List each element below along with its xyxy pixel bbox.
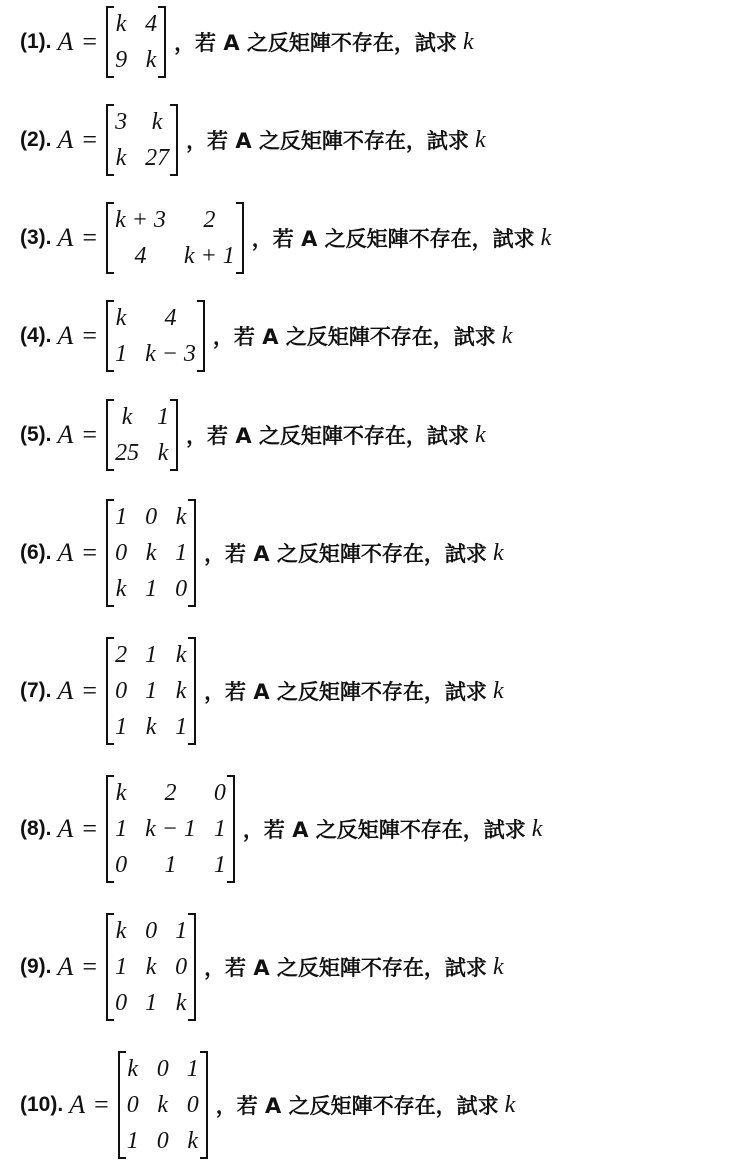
solve-variable: k: [492, 539, 504, 566]
matrix-cell: 0: [145, 504, 158, 530]
matrix-variable: A: [69, 1090, 86, 1119]
matrix-cell: k: [115, 11, 127, 37]
matrix-cell: 0: [115, 852, 128, 878]
matrix-cell: 1: [175, 540, 188, 566]
matrix-cell: 2: [164, 780, 177, 806]
matrix-cell: k: [115, 145, 127, 171]
matrix: [106, 637, 196, 745]
problem-number: (8).: [20, 817, 52, 840]
matrix-cell: 0: [156, 1056, 169, 1082]
problem-item: [0, 1056, 516, 1154]
matrix-cell: 0: [115, 540, 128, 566]
equals-sign: =: [82, 676, 98, 705]
matrix-cell: k: [127, 1056, 139, 1082]
matrix-cell: k − 1: [145, 816, 196, 842]
matrix-variable: A: [57, 125, 74, 154]
condition-text: ，若 A 之反矩陣不存在，試求: [186, 129, 469, 153]
solve-variable: k: [492, 953, 504, 980]
problem-item: [0, 395, 486, 475]
condition-text: ，若 A 之反矩陣不存在，試求: [174, 31, 457, 55]
matrix-cell: k: [145, 714, 157, 740]
matrix-cell: k: [175, 678, 187, 704]
matrix-variable: A: [57, 538, 74, 567]
matrix-cell: 1: [115, 954, 128, 980]
matrix-cell: 25: [115, 440, 140, 466]
matrix-cell: 0: [156, 1128, 169, 1154]
solve-variable: k: [474, 421, 486, 448]
matrix-cell: 1: [175, 918, 188, 944]
problem-item: [0, 504, 504, 602]
matrix-cell: 1: [213, 852, 226, 878]
problem-item: [0, 296, 512, 376]
matrix-cell: k: [175, 504, 187, 530]
matrix-cell: k: [115, 305, 127, 331]
matrix-cell: k: [115, 576, 127, 602]
matrix-variable: A: [57, 814, 74, 843]
matrix-cell: k: [145, 47, 157, 73]
matrix-cell: 0: [175, 576, 188, 602]
matrix-cell: 1: [145, 576, 158, 602]
matrix-cell: k: [151, 109, 163, 135]
equals-sign: =: [82, 814, 98, 843]
matrix-cell: 27: [145, 145, 170, 171]
problem-number: (9).: [20, 955, 52, 978]
problem-item: [0, 198, 551, 278]
matrix-cell: 1: [145, 678, 158, 704]
solve-variable: k: [462, 28, 474, 55]
matrix-cell: 0: [213, 780, 226, 806]
problem-number: (4).: [20, 324, 52, 347]
matrix-cell: 4: [134, 243, 147, 269]
matrix-cell: 4: [145, 11, 158, 37]
problem-number: (7).: [20, 679, 52, 702]
matrix-cell: k: [145, 954, 157, 980]
matrix-cell: 1: [213, 816, 226, 842]
solve-variable: k: [474, 126, 486, 153]
matrix-variable: A: [57, 321, 74, 350]
matrix-variable: A: [57, 952, 74, 981]
matrix-cell: 3: [115, 109, 128, 135]
matrix-cell: k + 3: [115, 207, 166, 233]
matrix: [106, 104, 178, 176]
matrix: [106, 399, 178, 471]
matrix-variable: A: [57, 676, 74, 705]
matrix: [106, 775, 235, 883]
problem-item: [0, 642, 504, 740]
equals-sign: =: [82, 223, 98, 252]
matrix-cell: 1: [126, 1128, 139, 1154]
equals-sign: =: [82, 27, 98, 56]
problem-number: (5).: [20, 423, 52, 446]
equals-sign: =: [82, 538, 98, 567]
matrix: [106, 202, 244, 274]
problem-number: (2).: [20, 128, 52, 151]
matrix-cell: 0: [115, 990, 128, 1016]
matrix-cell: 2: [203, 207, 216, 233]
matrix-cell: 0: [145, 918, 158, 944]
matrix-cell: 2: [115, 642, 128, 668]
solve-variable: k: [501, 322, 513, 349]
matrix-cell: 1: [145, 990, 158, 1016]
solve-variable: k: [492, 677, 504, 704]
matrix-cell: 1: [115, 504, 128, 530]
matrix-cell: 0: [115, 678, 128, 704]
matrix-cell: k: [175, 990, 187, 1016]
condition-text: ，若 A 之反矩陣不存在，試求: [251, 227, 535, 251]
matrix-cell: k: [115, 918, 127, 944]
condition-text: ，若 A 之反矩陣不存在，試求: [215, 1094, 499, 1118]
problem-item: [0, 2, 474, 82]
matrix-cell: k: [187, 1128, 199, 1154]
equals-sign: =: [82, 952, 98, 981]
solve-variable: k: [504, 1091, 516, 1118]
condition-text: ，若 A 之反矩陣不存在，試求: [204, 542, 487, 566]
matrix-cell: k: [175, 642, 187, 668]
matrix-cell: k: [157, 1092, 169, 1118]
solve-variable: k: [540, 224, 552, 251]
equals-sign: =: [82, 420, 98, 449]
matrix-variable: A: [57, 420, 74, 449]
matrix: [106, 6, 166, 78]
condition-text: ，若 A 之反矩陣不存在，試求: [204, 956, 487, 980]
condition-text: ，若 A 之反矩陣不存在，試求: [242, 818, 526, 842]
matrix-cell: 1: [175, 714, 188, 740]
matrix-cell: 1: [186, 1056, 199, 1082]
matrix-cell: k: [115, 780, 127, 806]
matrix-cell: 1: [164, 852, 177, 878]
matrix-cell: 1: [115, 816, 128, 842]
problem-number: (10).: [20, 1093, 64, 1116]
matrix-cell: k + 1: [183, 243, 235, 269]
matrix-cell: k: [157, 440, 169, 466]
matrix-cell: 1: [145, 642, 158, 668]
matrix: [106, 913, 196, 1021]
matrix: [118, 1051, 208, 1159]
matrix-cell: 0: [126, 1092, 139, 1118]
problem-item: [0, 918, 504, 1016]
problem-number: (1).: [20, 30, 52, 53]
equals-sign: =: [82, 321, 98, 350]
matrix-cell: k − 3: [145, 341, 196, 367]
condition-text: ，若 A 之反矩陣不存在，試求: [204, 680, 487, 704]
matrix-variable: A: [57, 27, 74, 56]
problem-item: [0, 780, 543, 878]
problem-number: (3).: [20, 226, 52, 249]
matrix-cell: 0: [186, 1092, 199, 1118]
condition-text: ，若 A 之反矩陣不存在，試求: [212, 325, 496, 349]
equals-sign: =: [94, 1090, 109, 1119]
matrix-cell: 1: [157, 404, 170, 430]
matrix-cell: 1: [115, 341, 128, 367]
matrix-cell: k: [145, 540, 157, 566]
matrix-cell: 0: [175, 954, 188, 980]
problem-number: (6).: [20, 541, 52, 564]
condition-text: ，若 A 之反矩陣不存在，試求: [186, 424, 469, 448]
problem-item: [0, 100, 486, 180]
matrix: [106, 499, 196, 607]
solve-variable: k: [531, 815, 543, 842]
matrix-cell: 9: [115, 47, 128, 73]
matrix-variable: A: [57, 223, 74, 252]
matrix-cell: 1: [115, 714, 128, 740]
matrix: [106, 300, 205, 372]
equals-sign: =: [82, 125, 98, 154]
matrix-cell: k: [121, 404, 133, 430]
matrix-cell: 4: [164, 305, 177, 331]
